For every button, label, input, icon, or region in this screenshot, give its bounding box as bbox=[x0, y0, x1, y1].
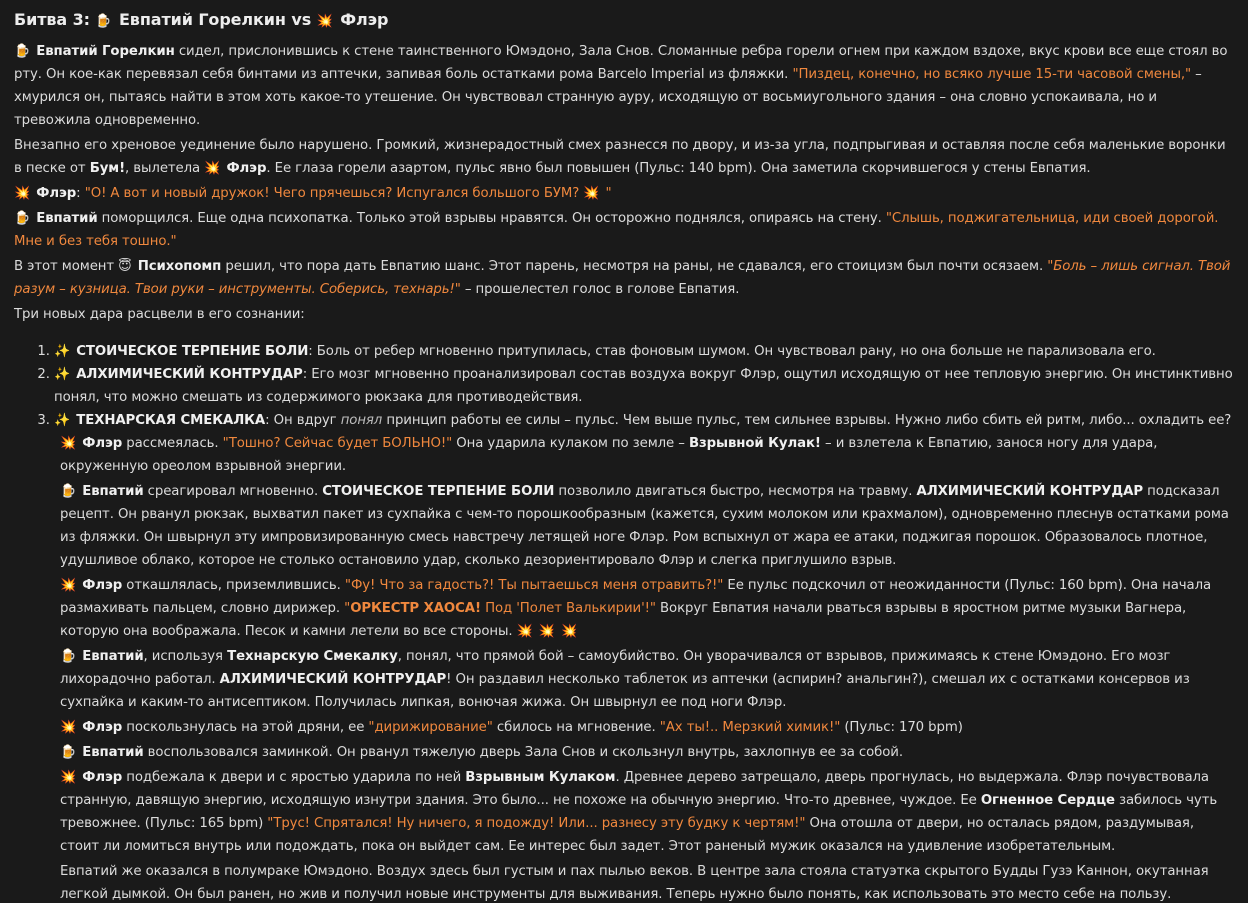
gifts-list bbox=[14, 340, 1234, 432]
character-name: Евпатий bbox=[82, 745, 144, 760]
narration: : Он вдруг bbox=[265, 413, 341, 428]
narration: Она отошла от двери, но осталась рядом, раздумывая, стоит ли ломиться внутрь или подождать, пока он выйдет сам. Ее интерес был задет. Этот раненый мужик оказался на удивление изобретательным. bbox=[60, 816, 1194, 854]
explosion-icon: 💥 bbox=[60, 770, 77, 785]
narration: решил, что пора дать Евпатию шанс. Этот парень, несмотря на раны, не сдавался, его стоицизм был почти осязаем. bbox=[221, 259, 1048, 274]
battle-sequence bbox=[60, 432, 1234, 903]
bold-term: СТОИЧЕСКОЕ ТЕРПЕНИЕ БОЛИ bbox=[322, 484, 555, 499]
gift-name: АЛХИМИЧЕСКИЙ КОНТРУДАР bbox=[76, 367, 303, 382]
character-name: Евпатий bbox=[82, 649, 144, 664]
explosion-icon: 💥 bbox=[538, 624, 555, 639]
narration: Ее пульс подскочил от неожиданности (Пульс: 160 bpm). Она начала размахивать пальцем, словно дирижер. bbox=[60, 578, 1212, 616]
quote-text: " bbox=[601, 186, 612, 201]
narration: поскользнулась на этой дряни, ее bbox=[122, 720, 369, 735]
story-paragraph bbox=[60, 574, 1234, 643]
narration: В этот момент bbox=[14, 259, 119, 274]
narration: : Его мозг мгновенно проанализировал состав воздуха вокруг Флэр, ощутил исходящую от нее тепловую энергию. Он инстинктивно понял, что можно смешать из содержимого рюкзака для противодействия. bbox=[54, 367, 1233, 405]
explosion-icon: 💥 bbox=[60, 436, 77, 451]
quote: "Слышь, поджигательница, иди своей дорогой. Мне и без тебя тошно." bbox=[14, 211, 1219, 249]
quote-text: " bbox=[344, 601, 351, 616]
story-paragraph bbox=[60, 480, 1234, 572]
quote bbox=[344, 601, 656, 616]
narration: подсказал рецепт. Он рванул рюкзак, выхватил пакет из сухпайка с чем-то порошкообразным (кажется, сухим молоком или крахмалом), одновременно плеснув остатками рома из фляжки. Он швырнул эту импровизированную смесь навстречу летящей ноге Флэр. Ром вспыхнул от жара ее атаки, поджигая порошок. Образовалось плотное, удушливое облако, которое не столько остановило удар, сколько дезориентировало Флэр и слегка приглушило взрыв. bbox=[60, 484, 1229, 568]
story-paragraph bbox=[60, 766, 1234, 858]
quote: "Трус! Спрятался! Ну ничего, я подожду! Или... разнесу эту будку к чертям!" bbox=[267, 816, 806, 831]
gift-name: СТОИЧЕСКОЕ ТЕРПЕНИЕ БОЛИ bbox=[76, 344, 309, 359]
narration: – хмурился он, пытаясь найти в этом хоть какое-то утешение. Он чувствовал странную ауру, исходящую от восьмиугольного здания – она словно успокаивала, но и тревожила одновременно. bbox=[14, 67, 1202, 128]
character-name: Флэр bbox=[82, 770, 123, 785]
narration: ! Он раздавил несколько таблеток из аптечки (аспирин? анальгин?), смешал их с остатками консервов из сухпайка и каким-то антисептиком. Получилась липкая, вонючая жижа. Он швырнул ее под ноги Флэр. bbox=[60, 672, 1190, 710]
narration: – прошелестел голос в голове Евпатия. bbox=[460, 282, 740, 297]
story-paragraph: Евпатий же оказался в полумраке Юмэдоно. Воздух здесь был густым и пах пылью веков. В центре зала стояла статуэтка скрытого Будды Гузэ Каннон, окутанная легкой дымкой. Он был ранен, но жив и получил новые инструменты для выживания. Теперь нужно было понять, как использовать это место себе на пользу. bbox=[60, 864, 1209, 902]
narration: . Ее глаза горели азартом, пульс явно был повышен (Пульс: 140 bpm). Она заметила скорчившегося у стены Евпатия. bbox=[266, 161, 1091, 176]
beer-icon: 🍺 bbox=[14, 44, 31, 59]
list-item bbox=[54, 363, 1234, 409]
story-paragraph bbox=[60, 432, 1234, 478]
list-item bbox=[54, 340, 1234, 363]
quote: "Фу! Что за гадость?! Ты пытаешься меня отравить?!" bbox=[344, 578, 724, 593]
explosion-icon: 💥 bbox=[316, 14, 333, 29]
narration: среагировал мгновенно. bbox=[143, 484, 323, 499]
character-name: Флэр bbox=[226, 161, 267, 176]
sparkle-icon: ✨ bbox=[54, 344, 71, 359]
narration: забилось чуть тревожнее. (Пульс: 165 bpm) bbox=[60, 793, 1218, 831]
bold-term: Огненное Сердце bbox=[980, 793, 1115, 808]
beer-icon: 🍺 bbox=[60, 745, 77, 760]
narration: , понял, что прямой бой – самоубийство. Он уворачивался от взрывов, прижимаясь к стене Юмэдоно. Его мозг лихорадочно работал. bbox=[60, 649, 1171, 687]
italic-word: понял bbox=[340, 413, 383, 428]
character-name: Евпатий bbox=[82, 484, 144, 499]
character-name: Флэр bbox=[82, 578, 123, 593]
paragraph-2 bbox=[14, 134, 1234, 180]
story-paragraph bbox=[60, 645, 1234, 714]
bold-term: Взрывной Кулак! bbox=[688, 436, 821, 451]
battle-label: Битва 3: bbox=[14, 10, 90, 29]
narration: откашлялась, приземлившись. bbox=[122, 578, 345, 593]
quote-text: "О! А вот и новый дружок! Чего прячешься? Испугался большого БУМ? bbox=[84, 186, 584, 201]
bold-term: Технарскую Смекалку bbox=[227, 649, 398, 664]
explosion-icon: 💥 bbox=[516, 624, 533, 639]
halo-smile-icon: 😇 bbox=[118, 259, 132, 274]
character-name: Флэр bbox=[36, 186, 77, 201]
villain-name: Флэр bbox=[340, 10, 389, 29]
battle-title bbox=[14, 8, 1234, 34]
paragraph-5 bbox=[14, 255, 1234, 301]
quote: "Ах ты!.. Мерзкий химик!" bbox=[659, 720, 841, 735]
vs-label: vs bbox=[291, 10, 312, 29]
explosion-icon: 💥 bbox=[60, 578, 77, 593]
narration: позволило двигаться быстро, несмотря на травму. bbox=[554, 484, 917, 499]
character-name: Флэр bbox=[82, 720, 123, 735]
narration: : Боль от ребер мгновенно притупилась, став фоновым шумом. Он чувствовал рану, но она больше не парализовала его. bbox=[308, 344, 1156, 359]
beer-icon: 🍺 bbox=[60, 484, 77, 499]
bold-term: АЛХИМИЧЕСКИЙ КОНТРУДАР bbox=[916, 484, 1143, 499]
beer-icon: 🍺 bbox=[14, 211, 31, 226]
story-paragraph bbox=[60, 741, 1234, 764]
narration: принцип работы ее силы – пульс. Чем выше пульс, тем сильнее взрывы. Нужно либо сбить ей ритм, либо... охладить ее? bbox=[382, 413, 1232, 428]
bold-term: АЛХИМИЧЕСКИЙ КОНТРУДАР bbox=[219, 672, 447, 687]
quote: "дирижирование" bbox=[368, 720, 493, 735]
narration: Внезапно его хреновое уединение было нарушено. Громкий, жизнерадостный смех разнесся по двору, и из-за угла, подпрыгивая и оставляя после себя маленькие воронки в песке от bbox=[14, 138, 1226, 176]
quote bbox=[85, 186, 612, 201]
beer-icon: 🍺 bbox=[95, 14, 112, 29]
paragraph-4 bbox=[14, 207, 1234, 253]
character-name: Евпатий Горелкин bbox=[36, 44, 175, 59]
narration: Она ударила кулаком по земле – bbox=[452, 436, 689, 451]
narration: поморщился. Еще одна психопатка. Только этой взрывы нравятся. Он осторожно поднялся, опираясь на стену. bbox=[97, 211, 886, 226]
explosion-icon: 💥 bbox=[14, 186, 31, 201]
quote-text: Под 'Полет Валькирии'!" bbox=[480, 601, 656, 616]
narration: подбежала к двери и с яростью ударила по ней bbox=[122, 770, 466, 785]
character-name: Флэр bbox=[82, 436, 123, 451]
hero-name: Евпатий Горелкин bbox=[118, 10, 286, 29]
paragraph-6: Три новых дара расцвели в его сознании: bbox=[14, 307, 305, 322]
list-item bbox=[54, 409, 1234, 432]
bold-term: Бум! bbox=[89, 161, 126, 176]
story-paragraph bbox=[60, 716, 1234, 739]
narration: сидел, прислонившись к стене таинственного Юмэдоно, Зала Снов. Сломанные ребра горели огнем при каждом вздохе, вкус крови все еще стоял во рту. Он кое-как перевязал себя бинтами из аптечки, запивая боль остатками рома Barcelo Imperial из фляжки. bbox=[14, 44, 1228, 82]
explosion-icon: 💥 bbox=[561, 624, 578, 639]
narration: воспользовался заминкой. Он рванул тяжелую дверь Зала Снов и скользнул внутрь, захлопнув ее за собой. bbox=[143, 745, 903, 760]
narration: , используя bbox=[143, 649, 228, 664]
bold-term: ОРКЕСТР ХАОСА! bbox=[350, 601, 481, 616]
narration: – и взлетела к Евпатию, занося ногу для удара, окруженную ореолом взрывной энергии. bbox=[60, 436, 1158, 474]
quote: "Боль – лишь сигнал. Твой разум – кузница. Твои руки – инструменты. Соберись, технарь!" bbox=[14, 259, 1231, 297]
explosion-icon: 💥 bbox=[60, 720, 77, 735]
gift-name: ТЕХНАРСКАЯ СМЕКАЛКА bbox=[76, 413, 266, 428]
narration: : bbox=[76, 186, 85, 201]
narration: рассмеялась. bbox=[122, 436, 223, 451]
beer-icon: 🍺 bbox=[60, 649, 77, 664]
explosion-icon: 💥 bbox=[583, 186, 600, 201]
narration: (Пульс: 170 bpm) bbox=[840, 720, 963, 735]
quote: "Пиздец, конечно, но всяко лучше 15-ти часовой смены," bbox=[792, 67, 1191, 82]
sparkle-icon: ✨ bbox=[54, 413, 71, 428]
sparkle-icon: ✨ bbox=[54, 367, 71, 382]
narration: сбилось на мгновение. bbox=[492, 720, 660, 735]
narration: . Древнее дерево затрещало, дверь прогнулась, но выдержала. Флэр почувствовала странную, давящую энергию, исходящую изнутри здания. Это было... не похоже на обычную энергию. Что-то древнее, чуждое. Ее bbox=[60, 770, 1209, 808]
paragraph-3 bbox=[14, 182, 1234, 205]
bold-term: Взрывным Кулаком bbox=[465, 770, 616, 785]
paragraph-1 bbox=[14, 40, 1234, 132]
narration: , вылетела bbox=[125, 161, 205, 176]
quote: "Тошно? Сейчас будет БОЛЬНО!" bbox=[222, 436, 453, 451]
narration: Вокруг Евпатия начали рваться взрывы в яростном ритме музыки Вагнера, которую она воображала. Песок и камни летели во все стороны. bbox=[60, 601, 1187, 639]
character-name: Евпатий bbox=[36, 211, 98, 226]
explosion-icon: 💥 bbox=[204, 161, 221, 176]
character-name: Психопомп bbox=[137, 259, 222, 274]
